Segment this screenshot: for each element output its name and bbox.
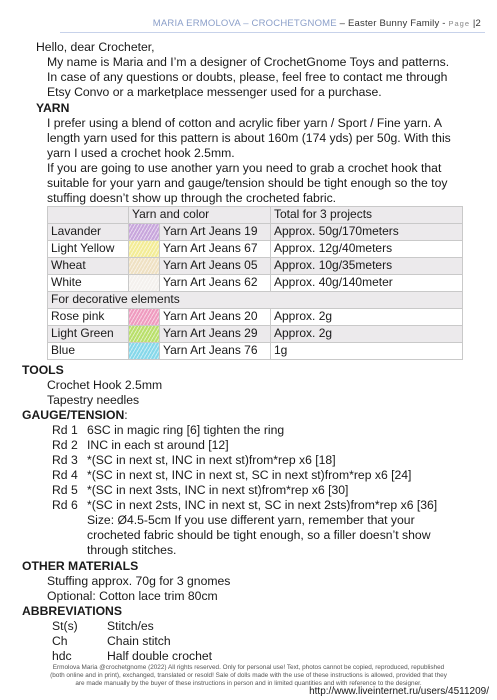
intro-line: Etsy Convo or a marketplace messenger used for a purchase.	[47, 85, 382, 99]
gauge-size-line: crocheted fabric should be tight enough, so a filler doesn’t show	[87, 528, 431, 542]
abbreviation-meaning: Stitch/es	[107, 619, 154, 633]
gauge-round-label: Rd 5	[52, 483, 78, 497]
header-page-label: Page	[448, 19, 470, 28]
yarn-swatch-cell	[129, 275, 160, 292]
tools-item: Crochet Hook 2.5mm	[47, 378, 163, 392]
table-header-total: Total for 3 projects	[271, 207, 463, 224]
yarn-color-name: Wheat	[48, 258, 129, 275]
yarn-color-name: Rose pink	[48, 309, 129, 326]
gauge-round-label: Rd 6	[52, 498, 78, 512]
gauge-round-label: Rd 2	[52, 438, 78, 452]
abbreviation-meaning: Chain stitch	[107, 634, 171, 648]
yarn-color-name: Light Yellow	[48, 241, 129, 258]
footer-line: Ermolova Maria @crochetgnome (2022) All rights reserved. Only for personal use! Text, photos cannot be copied, reproduced, republished	[52, 664, 445, 671]
yarn-color-name: Blue	[48, 343, 129, 360]
yarn-swatch-cell	[129, 343, 160, 360]
materials-item: Stuffing approx. 70g for 3 gnomes	[47, 574, 231, 588]
yarn-swatch-cell	[129, 326, 160, 343]
yarn-brand: Yarn Art Jeans 76	[160, 343, 271, 360]
footer-line: are made manually by the buyer of these instructions in person and in limited quantities and with reference to the designer.	[75, 680, 422, 688]
yarn-total: Approx. 50g/170meters	[271, 224, 463, 241]
yarn-swatch-cell	[129, 241, 160, 258]
materials-heading: OTHER MATERIALS	[22, 559, 139, 573]
table-row	[48, 275, 463, 292]
header-text	[153, 18, 481, 29]
abbreviations-heading: ABBREVIATIONS	[22, 604, 122, 618]
yarn-total: Approx. 40g/140meter	[271, 275, 463, 292]
table-row	[48, 309, 463, 326]
gauge-round-text: 6SC in magic ring [6] tighten the ring	[87, 423, 285, 437]
header-page-number: 2	[475, 18, 481, 29]
yarn-swatch	[129, 275, 159, 291]
yarn-line: suitable for your yarn and gauge/tension should be tight enough so the toy	[47, 176, 448, 190]
yarn-swatch	[129, 309, 159, 325]
table-section-label: For decorative elements	[48, 292, 463, 309]
abbreviation: St(s)	[52, 619, 78, 633]
page-header	[0, 14, 497, 34]
yarn-swatch	[129, 326, 159, 342]
yarn-total: Approx. 12g/40meters	[271, 241, 463, 258]
gauge-round-label: Rd 4	[52, 468, 78, 482]
gauge-round-text: *(SC in next 3sts, INC in next st)from*rep x6 [30]	[87, 483, 349, 497]
copyright-footer	[14, 664, 483, 689]
table-row	[48, 241, 463, 258]
yarn-line: stuffing doesn’t show up through the crocheted fabric.	[47, 191, 337, 205]
gauge-round-text: *(SC in next st, INC in next st)from*rep x6 [18]	[87, 453, 336, 467]
yarn-brand: Yarn Art Jeans 05	[160, 258, 271, 275]
header-page-separator: |	[470, 18, 476, 29]
table-row	[48, 343, 463, 360]
table-row	[48, 224, 463, 241]
yarn-color-name: Light Green	[48, 326, 129, 343]
yarn-swatch	[129, 343, 159, 359]
gauge-size-line: through stitches.	[87, 543, 177, 557]
yarn-swatch-cell	[129, 309, 160, 326]
yarn-color-name: Lavander	[48, 224, 129, 241]
yarn-total: Approx. 10g/35meters	[271, 258, 463, 275]
gauge-round-label: Rd 3	[52, 453, 78, 467]
materials-item: Optional: Cotton lace trim 80cm	[47, 589, 218, 603]
yarn-brand: Yarn Art Jeans 19	[160, 224, 271, 241]
yarn-swatch	[129, 258, 159, 274]
gauge-size-line: Size: Ø4.5-5cm If you use different yarn, remember that your	[87, 513, 415, 527]
yarn-swatch-cell	[129, 258, 160, 275]
yarn-line: length yarn used for this pattern is about 160m (174 yds) per 50g. With this	[47, 131, 451, 145]
yarn-line: If you are going to use another yarn you need to grab a crochet hook that	[47, 161, 442, 175]
yarn-brand: Yarn Art Jeans 62	[160, 275, 271, 292]
table-header-empty	[48, 207, 129, 224]
abbreviation: hdc	[52, 649, 72, 663]
watermark-url: http://www.liveinternet.ru/users/4511209/	[309, 686, 489, 697]
abbreviation: Ch	[52, 634, 68, 648]
yarn-total: Approx. 2g	[271, 326, 463, 343]
table-header-row	[48, 207, 463, 224]
yarn-line: yarn I used a crochet hook 2.5mm.	[47, 146, 235, 160]
abbreviation-meaning: Half double crochet	[107, 649, 213, 663]
table-row	[48, 258, 463, 275]
footer-line: (both online and in print), exchanged, translated or resold! Sale of dolls made with the use of these instructions is allowed, provided that they	[50, 672, 447, 680]
table-header-yarn-color: Yarn and color	[129, 207, 271, 224]
gauge-round-text: *(SC in next st, INC in next st, SC in next st)from*rep x6 [24]	[87, 468, 412, 482]
gauge-round-text: *(SC in next 2sts, INC in next st, SC in next 2sts)from*rep x6 [36]	[87, 498, 438, 512]
header-author: MARIA ERMOLOVA	[152, 18, 241, 29]
greeting: Hello, dear Crocheter,	[36, 40, 155, 54]
table-row	[48, 326, 463, 343]
yarn-brand: Yarn Art Jeans 20	[160, 309, 271, 326]
gauge-heading-colon: :	[124, 408, 128, 422]
table-section-row	[48, 292, 463, 309]
header-separator: –	[240, 18, 252, 29]
yarn-total: Approx. 2g	[271, 309, 463, 326]
gauge-round-label: Rd 1	[52, 423, 78, 437]
intro-line: My name is Maria and I’m a designer of CrochetGnome Toys and patterns.	[47, 55, 450, 69]
yarn-heading: YARN	[36, 101, 70, 115]
tools-item: Tapestry needles	[47, 393, 140, 407]
tools-heading: TOOLS	[22, 363, 64, 377]
gauge-heading-line	[22, 408, 128, 423]
intro-line: In case of any questions or doubts, please, feel free to contact me through	[47, 70, 448, 84]
yarn-swatch	[129, 241, 159, 257]
yarn-brand: Yarn Art Jeans 29	[160, 326, 271, 343]
yarn-table	[47, 206, 463, 360]
yarn-color-name: White	[48, 275, 129, 292]
yarn-swatch	[129, 224, 159, 240]
header-title: – Easter Bunny Family -	[336, 18, 449, 29]
yarn-swatch-cell	[129, 224, 160, 241]
header-divider	[60, 32, 485, 33]
gauge-heading: GAUGE/TENSION	[22, 408, 125, 422]
yarn-line: I prefer using a blend of cotton and acrylic fiber yarn / Sport / Fine yarn. A	[47, 116, 442, 130]
yarn-brand: Yarn Art Jeans 67	[160, 241, 271, 258]
yarn-total: 1g	[271, 343, 463, 360]
gauge-round-text: INC in each st around [12]	[87, 438, 229, 452]
header-brand: CROCHETGNOME	[251, 18, 337, 29]
